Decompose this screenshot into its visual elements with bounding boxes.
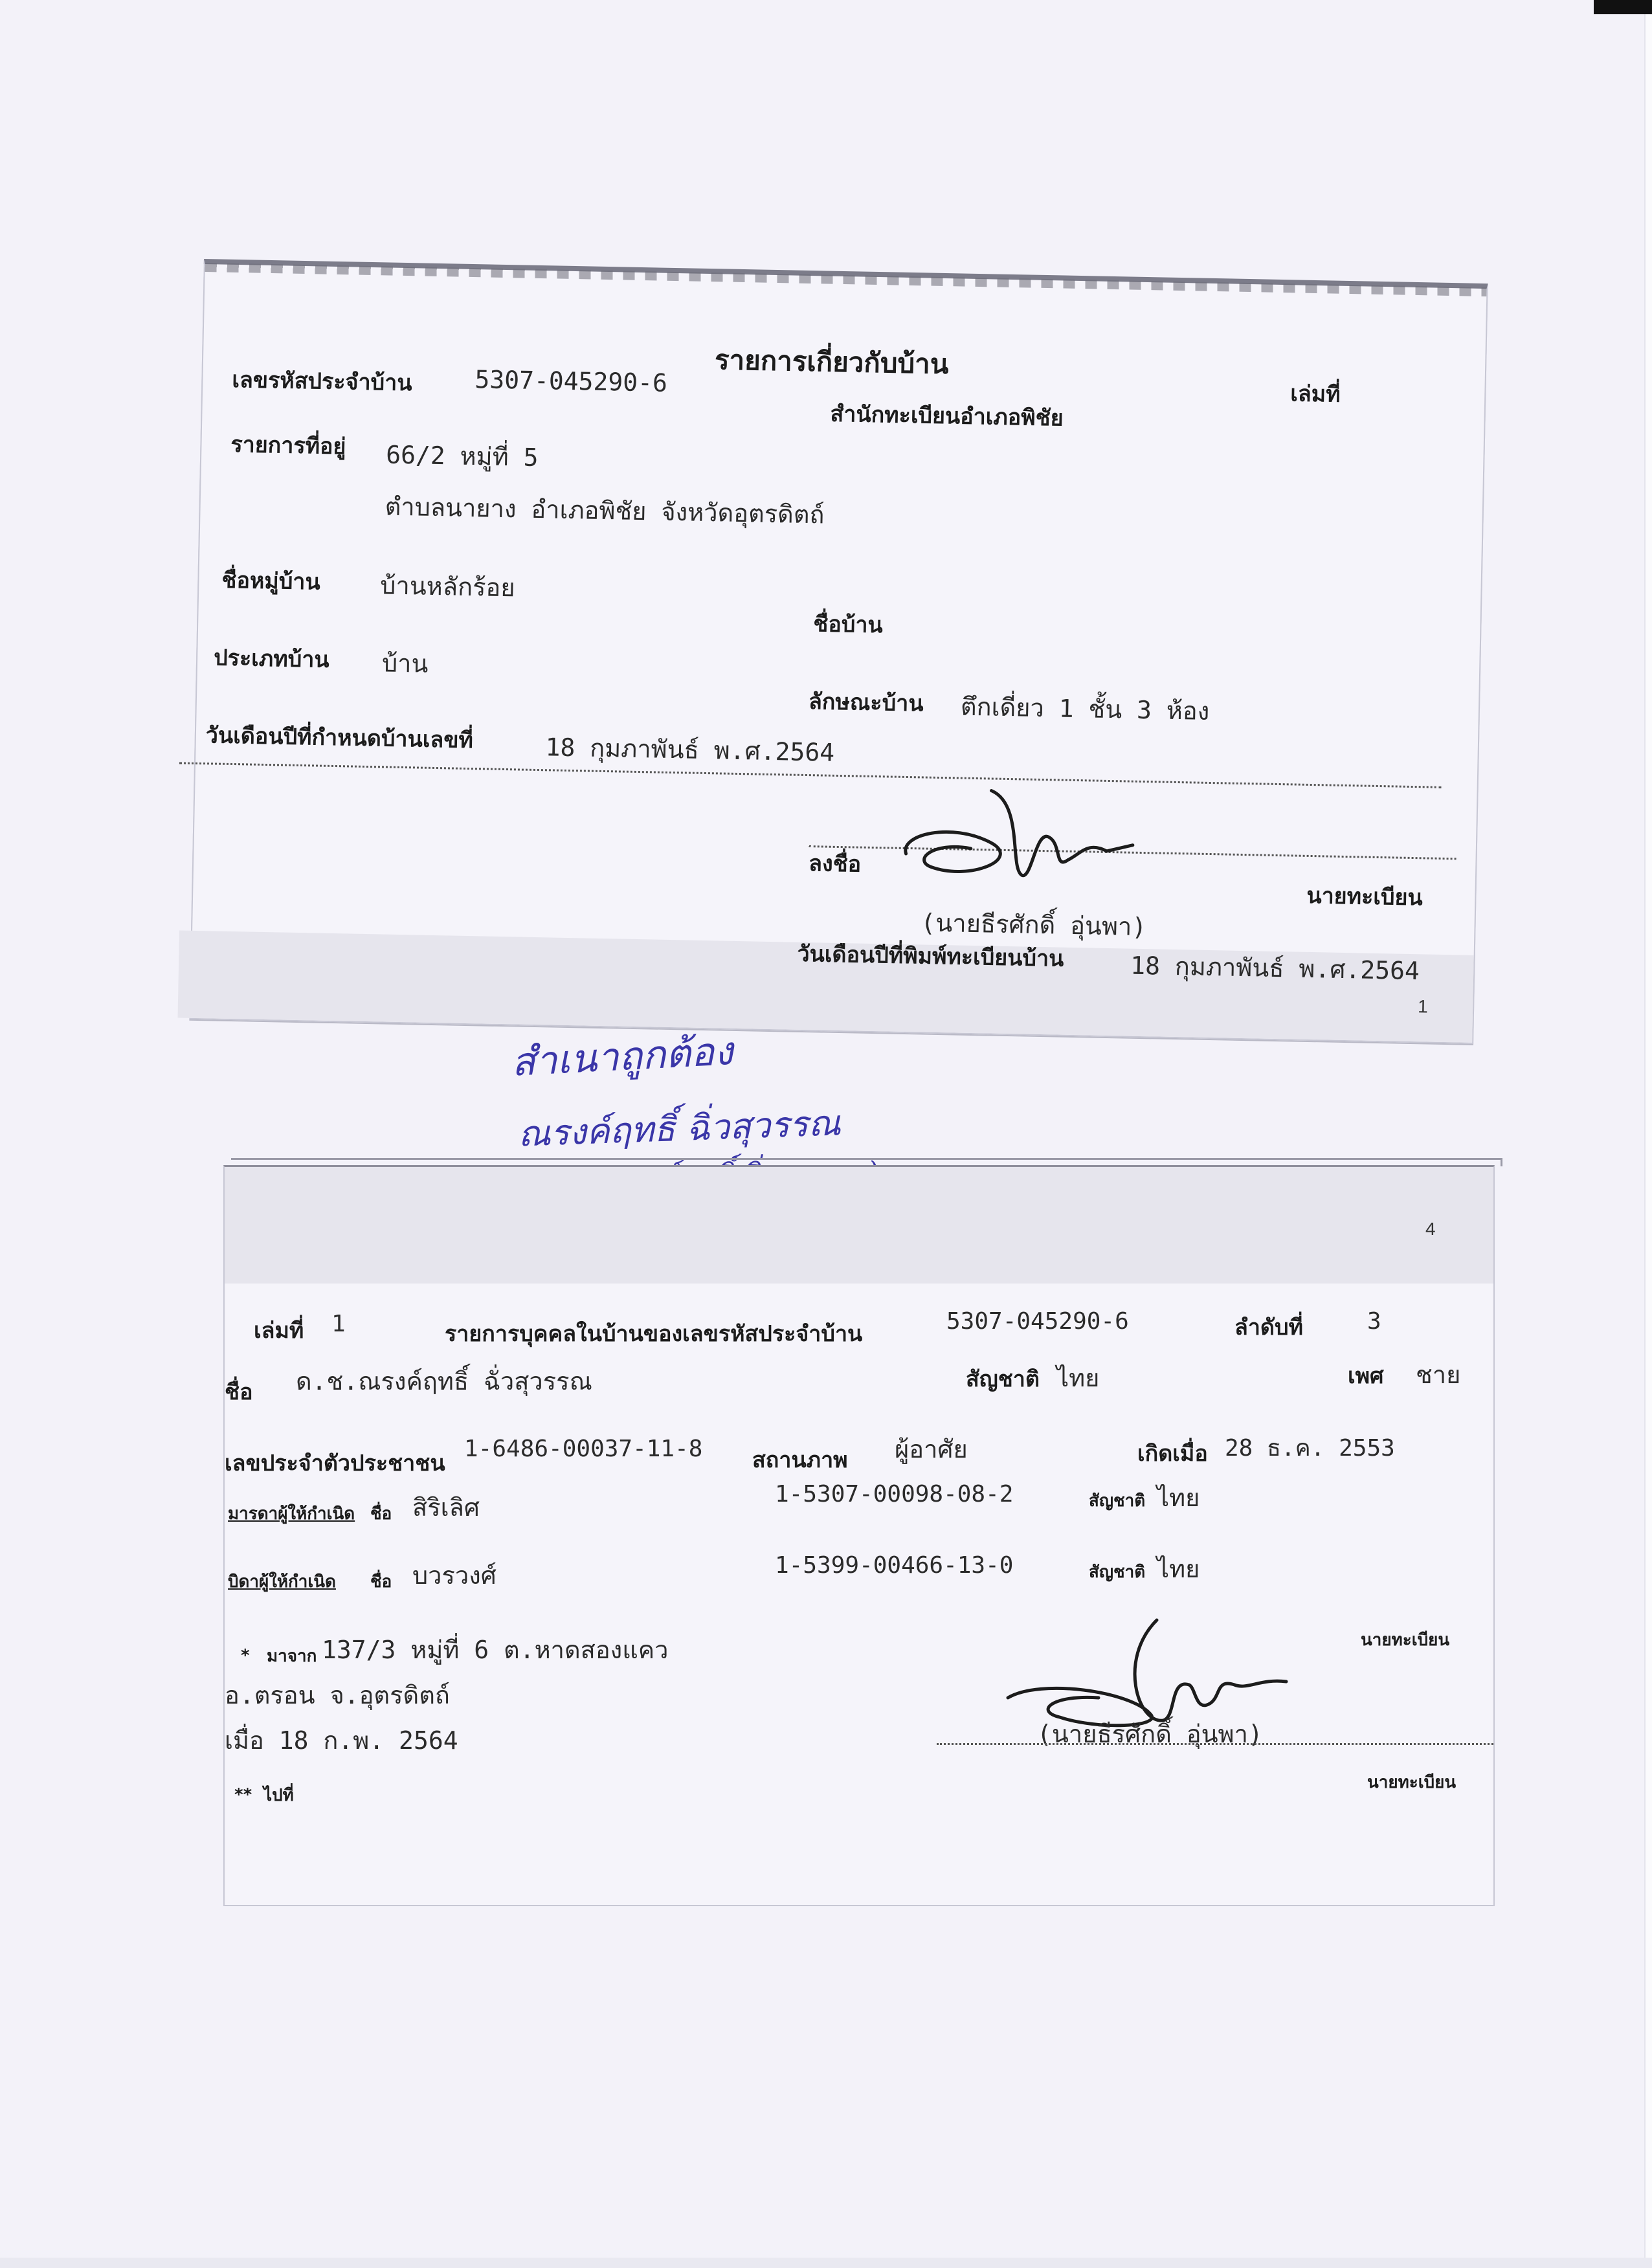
certifier-name-handwriting: ณรงค์ฤทธิ์ ฉิ่วสุวรรณ bbox=[517, 1102, 842, 1155]
perforated-edge bbox=[205, 263, 1487, 296]
scan-corner-mark bbox=[1594, 0, 1652, 14]
born-label: เกิดเมื่อ bbox=[1137, 1441, 1208, 1467]
status-label: สถานภาพ bbox=[752, 1447, 848, 1473]
signature-line bbox=[937, 1743, 1493, 1745]
registrar-signature bbox=[892, 776, 1141, 910]
registrar-label-1: นายทะเบียน bbox=[1361, 1630, 1450, 1650]
mother-id: 1-5307-00098-08-2 bbox=[775, 1481, 1014, 1507]
house-name-label: ชื่อบ้าน bbox=[812, 611, 884, 639]
id-label: เลขประจำตัวประชาชน bbox=[225, 1451, 445, 1476]
person-info-card bbox=[223, 1165, 1495, 1906]
registrar-label: นายทะเบียน bbox=[1306, 882, 1423, 911]
to-mark: ** bbox=[234, 1785, 252, 1805]
assigned-date-label: วันเดือนปีที่กำหนดบ้านเลขที่ bbox=[205, 722, 474, 754]
father-nationality-label: สัญชาติ bbox=[1089, 1562, 1146, 1582]
house-code: 5307-045290-6 bbox=[946, 1308, 1129, 1335]
mother-label: มารดาผู้ให้กำเนิด bbox=[228, 1504, 355, 1524]
house-type: บ้าน bbox=[381, 649, 429, 678]
page-number: 1 bbox=[1417, 996, 1429, 1017]
scan-bottom-edge bbox=[0, 2258, 1652, 2268]
person-name: ด.ช.ณรงค์ฤทธิ์ ฉั่วสุวรรณ bbox=[296, 1367, 592, 1395]
book-no-label: เล่มที่ bbox=[1289, 381, 1341, 408]
print-date-label: วันเดือนปีที่พิมพ์ทะเบียนบ้าน bbox=[797, 940, 1064, 972]
from-address-line2: อ.ตรอน จ.อุตรดิตถ์ bbox=[225, 1681, 450, 1709]
from-label: มาจาก bbox=[267, 1647, 317, 1666]
card-title: รายการเกี่ยวกับบ้าน bbox=[714, 344, 949, 381]
mother-name-label: ชื่อ bbox=[370, 1504, 392, 1524]
address-line1: 66/2 หมู่ที่ 5 bbox=[385, 440, 539, 472]
address-label: รายการที่อยู่ bbox=[230, 431, 346, 460]
from-address-line1: 137/3 หมู่ที่ 6 ต.หาดสองแคว bbox=[322, 1636, 669, 1664]
father-nationality: ไทย bbox=[1157, 1555, 1200, 1583]
name-label: ชื่อ bbox=[225, 1379, 253, 1405]
house-code: 5307-045290-6 bbox=[474, 365, 668, 397]
father-name-label: ชื่อ bbox=[370, 1572, 392, 1592]
sex: ชาย bbox=[1416, 1361, 1461, 1389]
address-line2: ตำบลนายาง อำเภอพิชัย จังหวัดอุตรดิตถ์ bbox=[385, 492, 825, 529]
seq-no: 3 bbox=[1367, 1308, 1381, 1335]
certified-copy-handwriting: สำเนาถูกต้อง bbox=[510, 1028, 735, 1085]
registry-office: สำนักทะเบียนอำเภอพิชัย bbox=[830, 401, 1064, 432]
nationality-label: สัญชาติ bbox=[966, 1366, 1040, 1392]
sex-label: เพศ bbox=[1348, 1363, 1384, 1389]
mother-name: สิริเลิศ bbox=[412, 1493, 480, 1522]
to-label: ไปที่ bbox=[263, 1786, 294, 1805]
card-title: รายการบุคคลในบ้านของเลขรหัสประจำบ้าน bbox=[445, 1321, 863, 1347]
assigned-date: 18 กุมภาพันธ์ พ.ศ.2564 bbox=[545, 733, 835, 767]
house-type-label: ประเภทบ้าน bbox=[213, 645, 329, 673]
mother-nationality-label: สัญชาติ bbox=[1089, 1491, 1146, 1511]
father-label: บิดาผู้ให้กำเนิด bbox=[228, 1572, 336, 1592]
from-mark: * bbox=[241, 1646, 250, 1665]
father-id: 1-5399-00466-13-0 bbox=[775, 1552, 1014, 1579]
seq-label: ลำดับที่ bbox=[1234, 1315, 1304, 1340]
house-code-label: เลขรหัสประจำบ้าน bbox=[232, 366, 412, 397]
status: ผู้อาศัย bbox=[895, 1435, 968, 1463]
village-label: ชื่อหมู่บ้าน bbox=[221, 567, 321, 595]
house-style-label: ลักษณะบ้าน bbox=[808, 689, 924, 717]
registrar-label-2: นายทะเบียน bbox=[1367, 1773, 1457, 1792]
book-no: 1 bbox=[331, 1311, 346, 1337]
scan-right-edge bbox=[1644, 0, 1652, 2268]
born-date: 28 ธ.ค. 2553 bbox=[1225, 1435, 1395, 1462]
registrar-name: (นายธีรศักดิ์ อุ่นพา) bbox=[921, 908, 1147, 942]
print-date: 18 กุมภาพันธ์ พ.ศ.2564 bbox=[1130, 951, 1420, 986]
house-style: ตึกเดี่ยว 1 ชั้น 3 ห้อง bbox=[960, 692, 1210, 726]
from-date: เมื่อ 18 ก.พ. 2564 bbox=[225, 1726, 458, 1755]
page-number: 4 bbox=[1425, 1219, 1436, 1239]
sign-label: ลงชื่อ bbox=[808, 850, 862, 878]
father-name: บวรวงศ์ bbox=[412, 1561, 497, 1590]
village-name: บ้านหลักร้อย bbox=[379, 571, 516, 603]
id-number: 1-6486-00037-11-8 bbox=[464, 1436, 703, 1462]
card-header-band bbox=[225, 1167, 1493, 1284]
nationality: ไทย bbox=[1056, 1364, 1100, 1392]
registrar-name: (นายธีรศักดิ์ อุ่นพา) bbox=[1037, 1720, 1263, 1748]
mother-nationality: ไทย bbox=[1157, 1484, 1200, 1512]
house-info-card bbox=[189, 259, 1488, 1044]
book-no-label: เล่มที่ bbox=[254, 1318, 304, 1344]
